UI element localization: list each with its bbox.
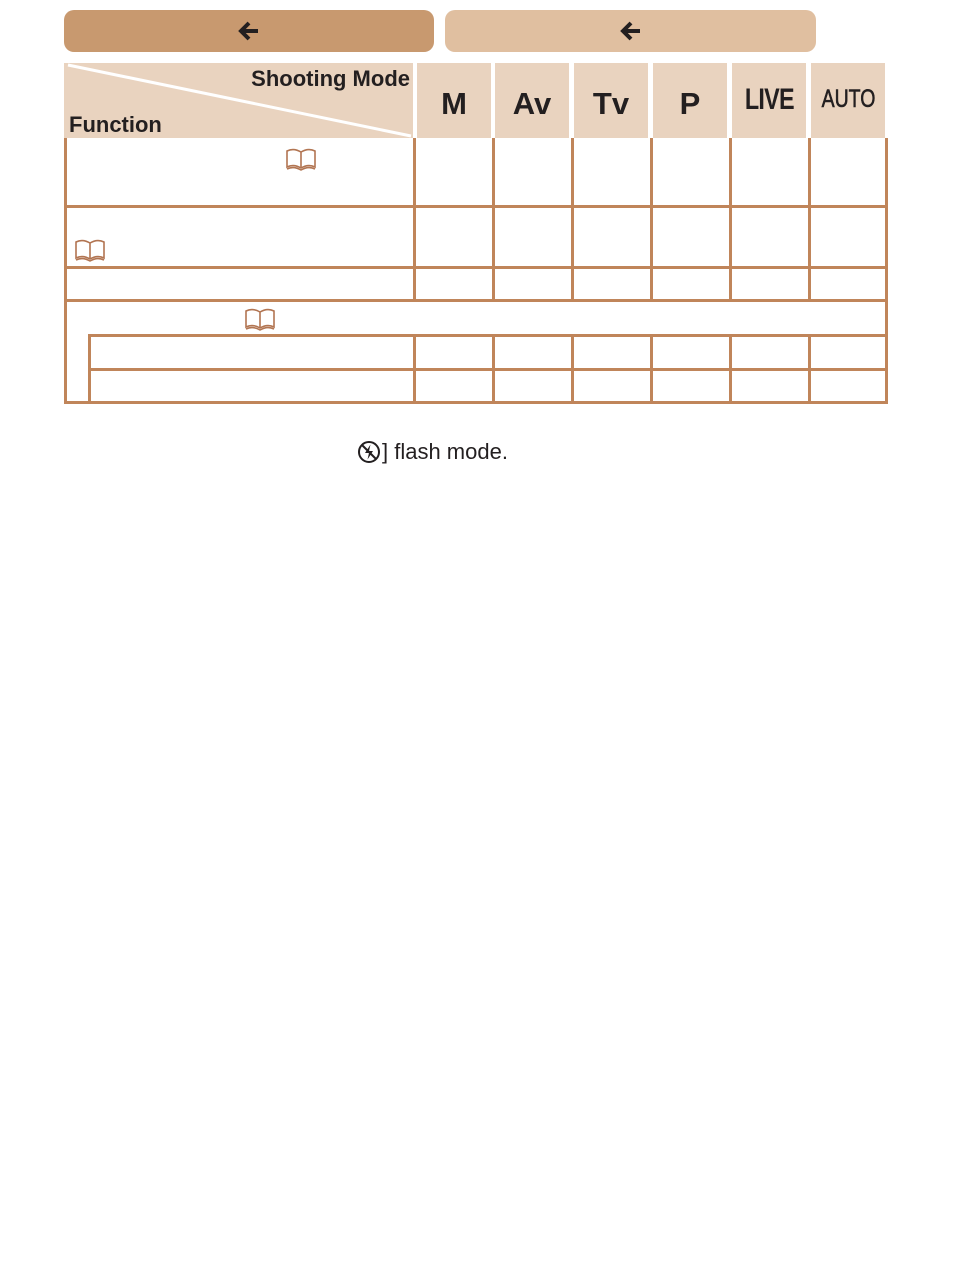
mode-label: LIVE xyxy=(744,82,794,116)
next-page-button[interactable] xyxy=(445,10,816,52)
page-reference-icon[interactable] xyxy=(244,307,276,333)
table-rule xyxy=(64,138,67,404)
table-rule xyxy=(492,334,495,404)
table-rule xyxy=(64,205,888,208)
table-rule xyxy=(571,334,574,404)
table-rule xyxy=(413,138,416,301)
mode-header-aperture-priority xyxy=(495,63,569,138)
mode-header-program xyxy=(653,63,727,138)
table-rule xyxy=(808,334,811,404)
table-rule xyxy=(413,334,416,404)
mode-label: AUTO xyxy=(821,85,875,113)
page-reference-icon[interactable] xyxy=(74,238,106,264)
table-rule xyxy=(88,334,888,337)
table-rule xyxy=(729,138,732,301)
footnote xyxy=(357,439,508,465)
mode-label: M xyxy=(441,85,467,121)
page-reference-icon[interactable] xyxy=(285,147,317,173)
table-rule xyxy=(88,368,888,371)
table-rule xyxy=(808,138,811,301)
mode-header-live xyxy=(732,63,806,138)
footnote-text: ] flash mode. xyxy=(382,439,508,464)
table-rule xyxy=(729,334,732,404)
prev-page-button[interactable] xyxy=(64,10,434,52)
left-arrow-icon xyxy=(238,20,260,42)
function-label: Function xyxy=(69,112,162,137)
mode-header-auto xyxy=(811,63,885,138)
mode-label: P xyxy=(679,85,701,121)
table-rule xyxy=(650,138,653,301)
table-rule xyxy=(64,299,888,302)
table-rule xyxy=(492,138,495,301)
table-rule xyxy=(88,334,91,404)
mode-header-shutter-priority xyxy=(574,63,648,138)
table-rule xyxy=(571,138,574,301)
table-header-corner xyxy=(64,63,413,138)
table-rule xyxy=(64,401,888,404)
left-arrow-icon xyxy=(620,20,642,42)
mode-label: Av xyxy=(512,85,552,121)
table-rule xyxy=(885,138,888,404)
mode-header-manual xyxy=(417,63,491,138)
shooting-mode-label: Shooting Mode xyxy=(251,66,410,91)
flash-off-icon xyxy=(357,440,381,464)
table-rule xyxy=(650,334,653,404)
table-rule xyxy=(64,266,888,269)
mode-label: Tv xyxy=(592,85,630,121)
